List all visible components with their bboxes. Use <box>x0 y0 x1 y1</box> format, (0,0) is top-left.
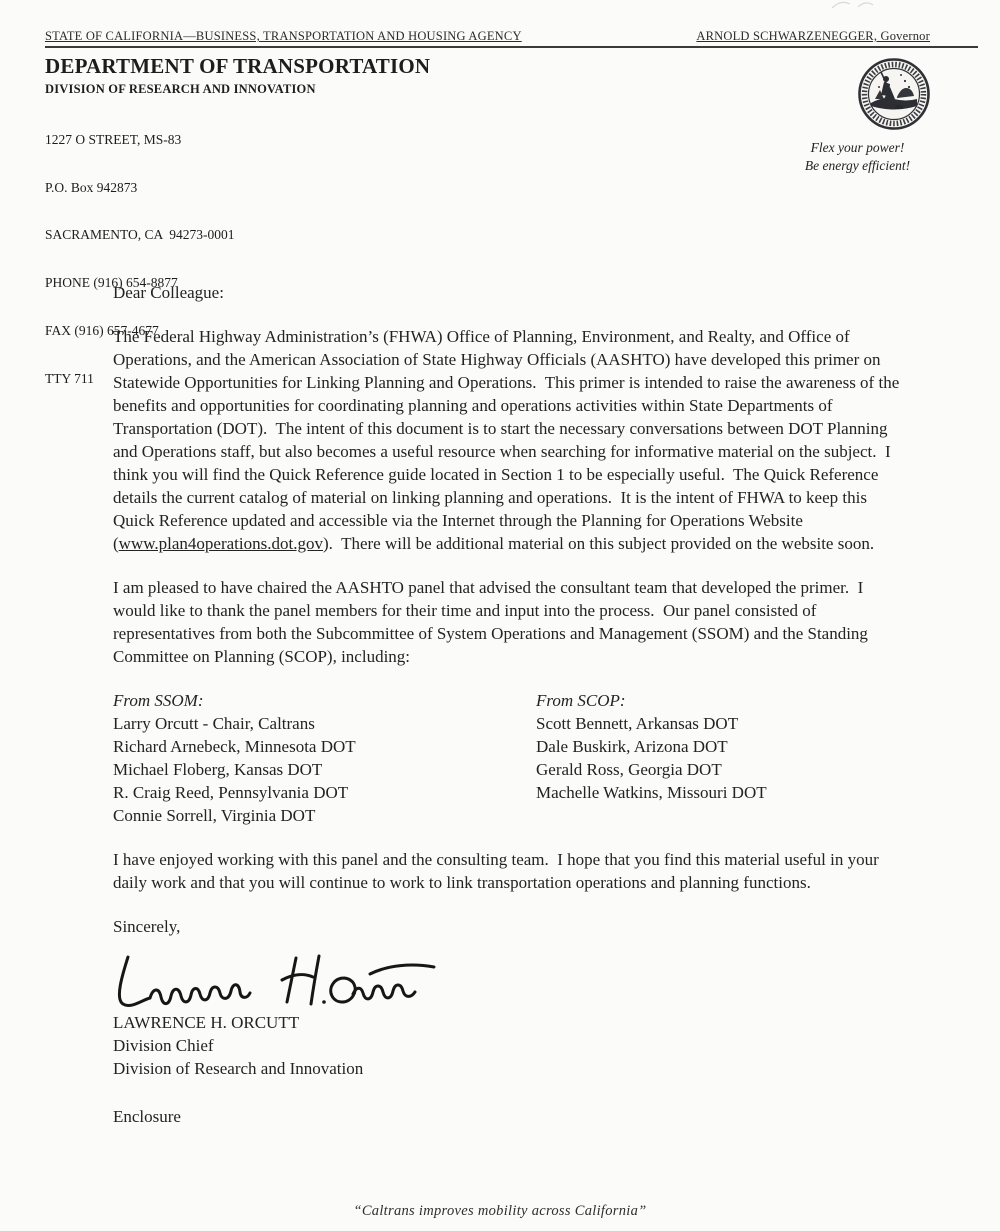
signer-name: LAWRENCE H. ORCUTT <box>113 1013 300 1032</box>
letter-body <box>113 281 908 1128</box>
address-line: PHONE (916) 654-8877 <box>45 275 178 291</box>
agency-line: STATE OF CALIFORNIA—BUSINESS, TRANSPORTATION AND HOUSING AGENCY <box>45 29 522 43</box>
california-state-seal-icon <box>857 57 931 131</box>
footer-motto: “Caltrans improves mobility across California” <box>353 1203 647 1219</box>
energy-tagline <box>775 139 940 174</box>
panel-member: Larry Orcutt - Chair, Caltrans <box>113 714 315 733</box>
scan-artifact-mark <box>828 0 874 9</box>
tagline-line: Flex your power! <box>810 140 905 155</box>
address-line: P.O. Box 942873 <box>45 179 138 195</box>
panel-member: Dale Buskirk, Arizona DOT <box>536 737 728 756</box>
panel-member: Richard Arnebeck, Minnesota DOT <box>113 737 356 756</box>
panel-member: Machelle Watkins, Missouri DOT <box>536 783 767 802</box>
enclosure-note: Enclosure <box>113 1107 181 1126</box>
address-line: 1227 O STREET, MS-83 <box>45 131 182 147</box>
salutation: Dear Colleague: <box>113 283 224 302</box>
signer-division: Division of Research and Innovation <box>113 1059 364 1078</box>
paragraph-2: I am pleased to have chaired the AASHTO panel that advised the consultant team that developed the primer. I would like to thank the panel members for their time and input into the process. Our panel consisted of representatives from both the Subcommittee of System Operations and Management (SSOM) and the Standing Committee on Planning (SCOP), including: <box>113 578 873 666</box>
address-line: TTY 711 <box>45 370 94 386</box>
department-title: DEPARTMENT OF TRANSPORTATION <box>45 54 431 78</box>
closing-word: Sincerely, <box>113 917 181 936</box>
paragraph-3: I have enjoyed working with this panel and the consulting team. I hope that you find this material useful in your daily work and that you will continue to work to link transportation operations and planning functions. <box>113 850 884 892</box>
handwritten-signature <box>110 952 440 1010</box>
panel-member: R. Craig Reed, Pennsylvania DOT <box>113 783 349 802</box>
panel-member: Connie Sorrell, Virginia DOT <box>113 806 316 825</box>
scop-column <box>536 689 908 827</box>
paragraph-1-text: The Federal Highway Administration’s (FHWA) Office of Planning, Environment, and Realty, and Office of Operations, and the American Association of State Highway Officials (AASHTO) have developed this primer on Statewide Opportunities for Linking Planning and Operations. This primer is intended to raise the awareness of the benefits and opportunities for coordinating planning and operations activities within State Departments of Transportation (DOT). The intent of this document is to start the necessary conversations between DOT Planning and Operations staff, but also becomes a useful resource when searching for informative material on the subject. I think you will find the Quick Reference guide located in Section 1 to be especially useful. The Quick Reference details the current catalog of material on linking planning and operations. It is the intent of FHWA to keep this Quick Reference updated and accessible via the Internet through the Planning for Operations Website ( <box>113 327 904 553</box>
signer-block <box>113 1011 908 1080</box>
paragraph-1 <box>113 325 908 555</box>
ssom-heading: From SSOM: <box>113 691 204 710</box>
letterhead-top-bar <box>45 29 978 48</box>
address-line: FAX (916) 657-4677 <box>45 322 159 338</box>
scop-heading: From SCOP: <box>536 691 626 710</box>
panel-member-columns <box>113 689 908 827</box>
ssom-column <box>113 689 536 827</box>
panel-member: Michael Floberg, Kansas DOT <box>113 760 323 779</box>
panel-member: Gerald Ross, Georgia DOT <box>536 760 722 779</box>
division-title: DIVISION OF RESEARCH AND INNOVATION <box>45 82 316 96</box>
signer-title: Division Chief <box>113 1036 214 1055</box>
panel-member: Scott Bennett, Arkansas DOT <box>536 714 739 733</box>
plan4operations-url: www.plan4operations.dot.gov <box>118 534 323 553</box>
address-line: SACRAMENTO, CA 94273-0001 <box>45 227 235 243</box>
paragraph-1-text: ). There will be additional material on this subject provided on the website soon. <box>322 534 875 553</box>
governor-line: ARNOLD SCHWARZENEGGER, Governor <box>696 29 930 43</box>
tagline-line: Be energy efficient! <box>804 157 911 173</box>
closing-block <box>113 915 908 1128</box>
